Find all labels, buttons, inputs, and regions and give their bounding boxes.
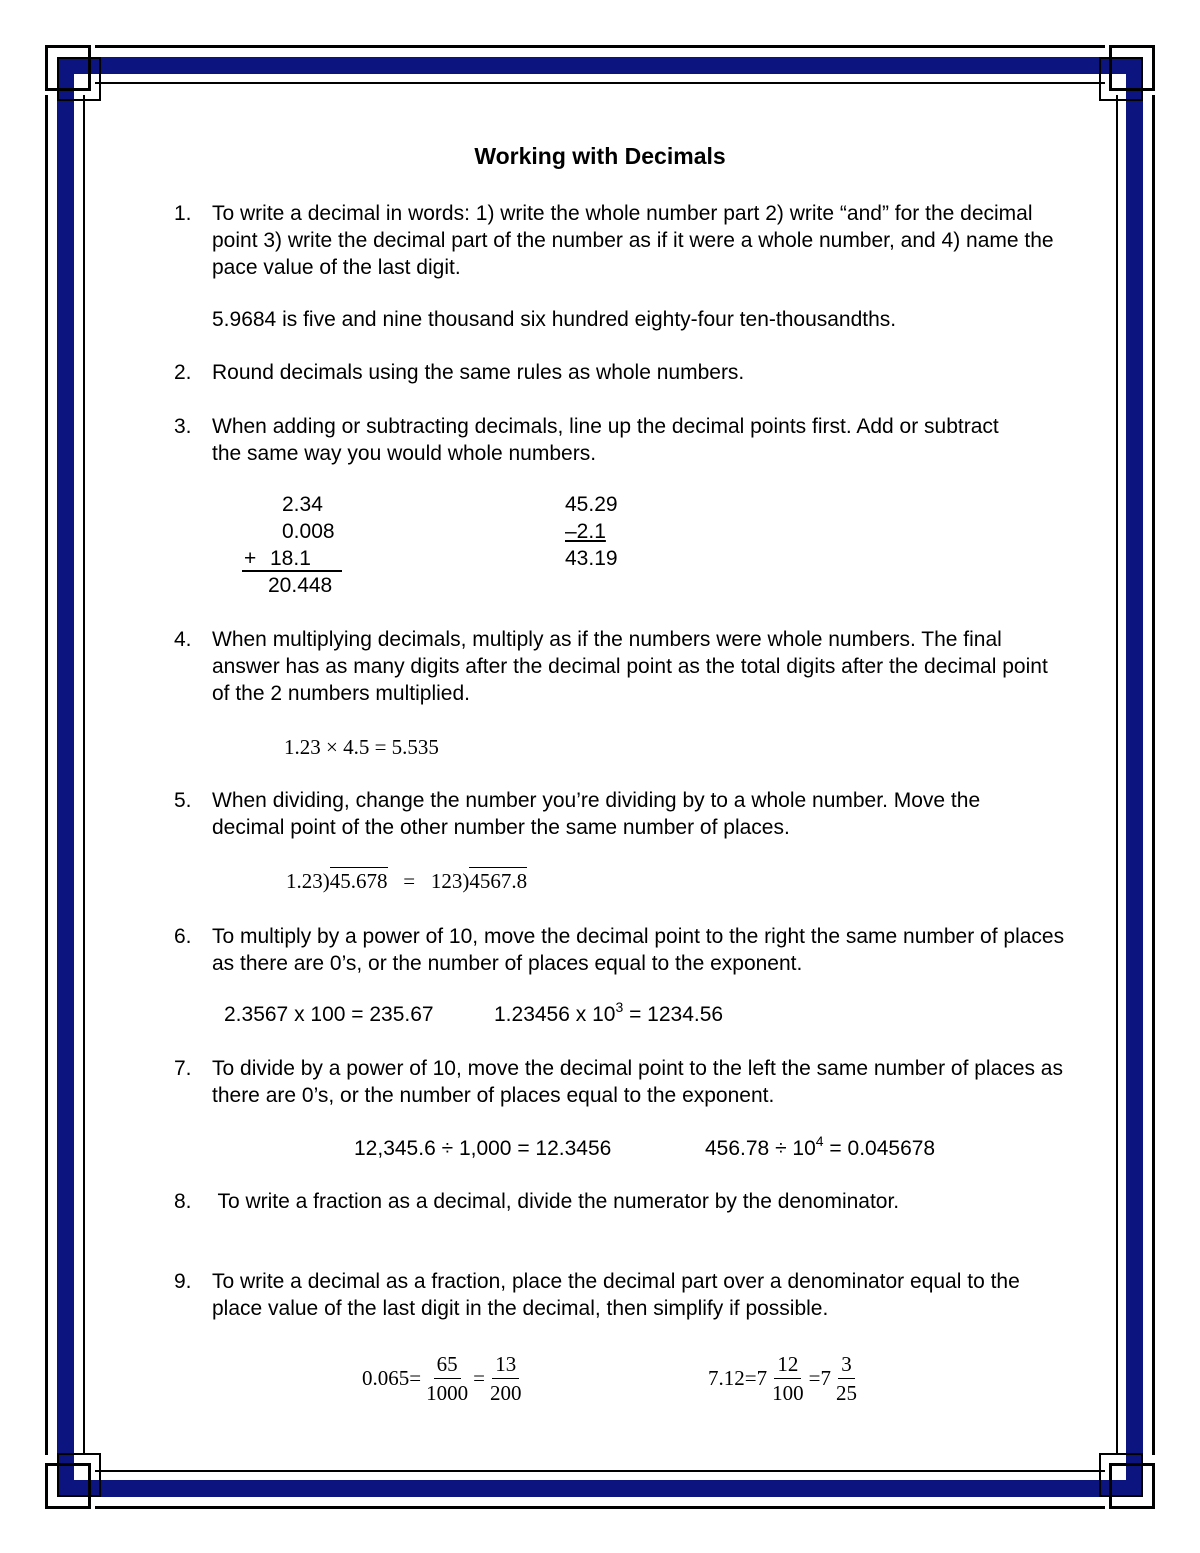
- result: = 0.045678: [823, 1137, 936, 1160]
- item-text: When adding or subtracting decimals, line up the decimal points first. Add or subtract the same way you would whole numbers.: [212, 415, 999, 465]
- operator: +: [244, 547, 257, 570]
- item-number: 4.: [174, 628, 192, 651]
- fraction: [487, 1350, 525, 1407]
- denominator: 100: [772, 1381, 804, 1405]
- divisor: 1.23: [286, 869, 323, 893]
- power-divide-example: 12,345.6 ÷ 1,000 = 12.3456: [354, 1137, 612, 1160]
- item-number: 7.: [174, 1057, 192, 1080]
- fraction: [423, 1350, 471, 1407]
- decimal-value: 7.12: [708, 1366, 745, 1390]
- equals-sign: =: [403, 869, 416, 893]
- fraction-example-1: [362, 1350, 526, 1407]
- item-number: 9.: [174, 1270, 192, 1293]
- addend: 18.1: [270, 547, 311, 570]
- item-number: 6.: [174, 925, 192, 948]
- numerator: 12: [774, 1350, 801, 1379]
- dividend: 45.678: [329, 869, 388, 893]
- denominator: 25: [835, 1381, 857, 1405]
- minuend: 45.29: [565, 493, 618, 516]
- dividend: 4567.8: [469, 869, 528, 893]
- example-words: 5.9684 is five and nine thousand six hundred eighty-four ten-thousandths.: [212, 308, 897, 331]
- denominator: 200: [489, 1381, 522, 1405]
- equals-sign: =: [473, 1366, 485, 1390]
- exponent: 3: [615, 999, 624, 1015]
- item-text: To divide by a power of 10, move the decimal point to the left the same number of places as there are 0’s, or the number of places equal to the exponent.: [212, 1057, 1063, 1107]
- power-divide-example: [705, 1135, 935, 1162]
- whole-part: 7: [756, 1366, 768, 1390]
- item-number: 1.: [174, 202, 192, 225]
- item-text: When dividing, change the number you’re dividing by to a whole number. Move the decimal point of the other number the same number of places.: [212, 789, 981, 839]
- fraction: [833, 1350, 860, 1407]
- item-text: To write a fraction as a decimal, divide the numerator by the denominator.: [212, 1190, 900, 1213]
- difference: 43.19: [565, 547, 618, 570]
- exponent: 4: [815, 1133, 824, 1149]
- item-number: 3.: [174, 415, 192, 438]
- numerator: 13: [492, 1350, 519, 1379]
- item-text: To write a decimal in words: 1) write the whole number part 2) write “and” for the decimal point 3) write the decimal part of the number as if it were a whole number, and 4) name the pace value of the last digit.: [212, 202, 1054, 279]
- item-text: To multiply by a power of 10, move the decimal point to the right the same number of places as there are 0’s, or the number of places equal to the exponent.: [212, 925, 1065, 975]
- item-number: 2.: [174, 361, 192, 384]
- addend: 2.34: [282, 493, 323, 516]
- equals-sign: =: [409, 1366, 422, 1390]
- item-number: 8.: [174, 1190, 192, 1213]
- equals-sign: =: [744, 1366, 757, 1390]
- addend: 0.008: [282, 520, 335, 543]
- item-text: To write a decimal as a fraction, place the decimal part over a denominator equal to the place value of the last digit in the decimal, then simplify if possible.: [212, 1270, 1020, 1320]
- expression: 456.78 ÷ 10: [705, 1137, 816, 1160]
- fraction-example-2: [708, 1350, 862, 1407]
- division-example: 1.23)45.678 = 123)4567.8: [286, 869, 528, 893]
- numerator: 65: [434, 1350, 461, 1379]
- numerator: 3: [838, 1350, 855, 1379]
- decimal-value: 0.065: [362, 1366, 410, 1390]
- power-multiply-example: [494, 1001, 723, 1028]
- multiplication-example: 1.23 × 4.5 = 5.535: [284, 735, 439, 759]
- item-text: Round decimals using the same rules as whole numbers.: [212, 361, 745, 384]
- whole-part: 7: [820, 1366, 831, 1390]
- sum-result: 20.448: [268, 574, 333, 597]
- power-multiply-example: 2.3567 x 100 = 235.67: [224, 1003, 434, 1026]
- item-number: 5.: [174, 789, 192, 812]
- subtrahend: –2.1: [565, 520, 606, 543]
- denominator: 1000: [426, 1381, 469, 1405]
- expression: 1.23456 x 10: [494, 1003, 616, 1026]
- fraction: [769, 1350, 807, 1407]
- equals-sign: =: [808, 1366, 821, 1390]
- divisor: 123: [430, 869, 463, 893]
- page-title: Working with Decimals: [474, 143, 726, 169]
- item-text: When multiplying decimals, multiply as if the numbers were whole numbers. The final answer has as many digits after the decimal point as the total digits after the decimal point of the 2 numbers multiplied.: [212, 628, 1048, 705]
- result: = 1234.56: [623, 1003, 724, 1026]
